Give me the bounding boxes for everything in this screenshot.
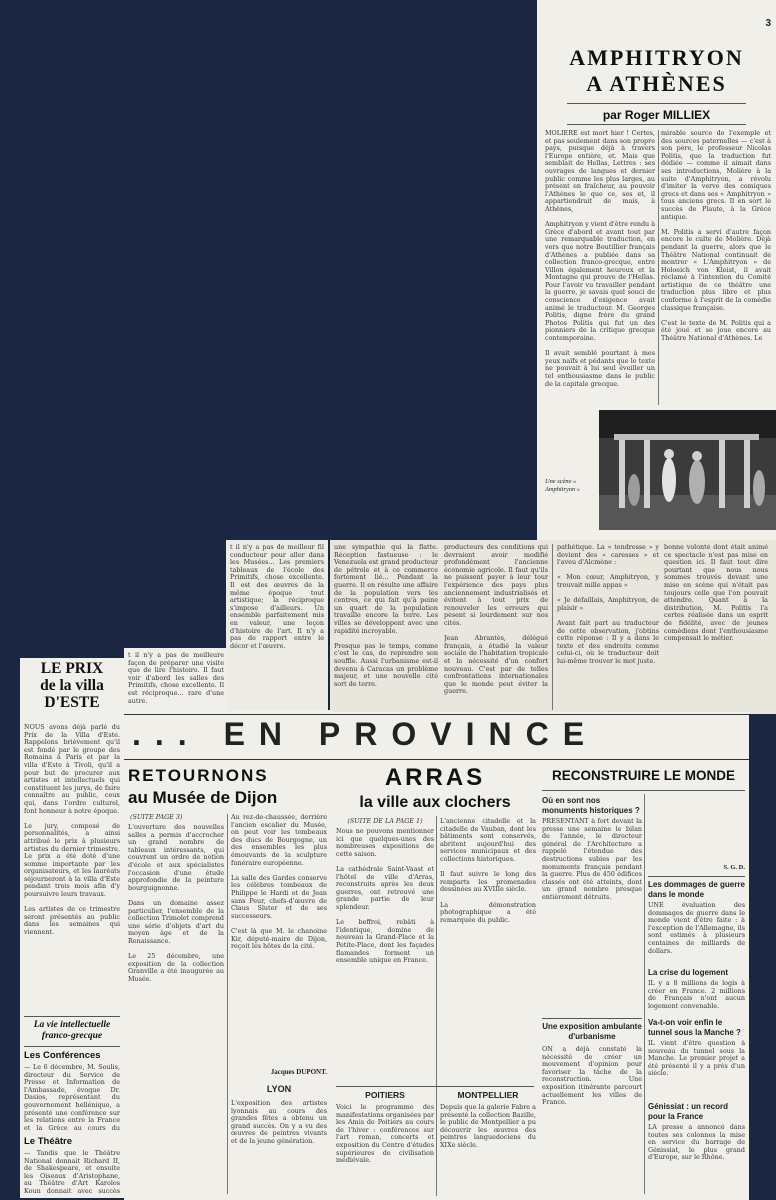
article-column: Au rez-de-chaussée, derrière l'ancien escalier du Musée, on peut voir les tombeaux des ducs de Bourgogne, un des ensembles les plus émouvants de la sculpture funéraire européenne. La salle des Gardes conserve les célèbres tombeaux de Philippe le Hardi et de Jean sans Peur, chefs-d'œuvre de Claus Sluter et de ses successeurs. C'est là que M. le chanoine Kir, député-maire de Dijon, reçoit les hôtes de la cité. — [231, 814, 327, 951]
section-title — [24, 1020, 120, 1042]
article-column: L'ouverture des nouvelles salles a permis d'accrocher un grand nombre de tableaux intéressants, qui couvrent un ordre de notion d'école et aux spécialistes l'occasion d'une étude approfondie de la peinture bourguignonne. Dans un domaine assez particulier, l'ensemble de la collection Trimolet comprend une série d'objets d'art du moyen âge et de la Renaissance. Le 25 décembre, une exposition de la collection Granville a été inaugurée au Musée. — [128, 824, 224, 983]
article-column: t il n'y a pas de meilleur fil conducteur pour aller dans les Musées... Les premiers tableaux de l'école des Primitifs, chose excellente. Il est des œuvres de la même époque tout artistique; la réciproque s'impose d'ailleurs. Un ensemble parfaitement mis en valeur, une leçon d'histoire de l'art. Il n'y a pas de rapport entre le décor et l'œuvre. — [230, 544, 324, 650]
column-rule — [552, 544, 553, 710]
author-signature: Jacques DUPONT. — [270, 1068, 327, 1076]
divider — [24, 1046, 120, 1047]
article-title-line: de la villa — [40, 677, 104, 694]
section-title-line: franco-grecque — [41, 1031, 103, 1041]
divider — [542, 1018, 642, 1019]
section-body: Depuis que la galerie Fabre a présenté la collection Bazille, le public de Montpellier a pu découvrir les œuvres des peintres languedociens du XIXe siècle. — [440, 1104, 536, 1149]
section-body: PRESENTANT à fort devant la presse une semaine le bilan de l'année, le directeur général de l'Architecture a rappelé l'étendue des destructions subies par les monuments français pendant la guerre. Plus de 450 édifices classés ont été atteints, dont un grand nombre presque entièrement détruits. — [542, 818, 642, 901]
section-heading: Une exposition ambulante d'urbanisme — [542, 1022, 642, 1041]
column-rule — [227, 814, 228, 1194]
article-title: RETOURNONS — [128, 766, 269, 785]
section-body: IL y a 8 millions de logis à créer en France. 2 millions de Français n'ont aucun logement convenable. — [648, 980, 745, 1010]
section-heading: La crise du logement — [648, 968, 729, 977]
stage-scene-image — [599, 410, 776, 530]
article-body: NOUS avons déjà parlé du Prix de la Villa d'Este. Rappelons brièvement qu'il est fondé par le groupe des Romains à Paris et par la villa d'Este à Tivoli, qu'il a pour but de procurer aux artistes et intellectuels qui constituent les jurys, de faire connaître au public, ceux qui, dans l'ordre culturel, font honneur à notre époque. Le jury, composé de personnalités, a ainsi attribué le prix à plusieurs artistes du dernier trimestre. Le prix a été doté d'une somme importante par les organisateurs, et les lauréats séjourneront à la villa d'Este pendant trois mois afin d'y poursuivre leurs travaux. Les artistes de ce trimestre seront présentés au public dans les semaines qui viennent. — [24, 724, 120, 937]
column-rule — [658, 130, 659, 405]
section-body: UNE évaluation des dommages de guerre dans le monde vient d'être faite : à l'exception de l'Allemagne, ils sont estimés à plusieurs centaines de milliards de dollars. — [648, 902, 745, 955]
section-heading: LYON — [266, 1084, 292, 1094]
divider — [124, 714, 749, 715]
continuation-note: (SUITE PAGE 3) — [130, 813, 183, 821]
stage-photo — [599, 410, 776, 530]
article-title-line: LE PRIX — [40, 660, 104, 677]
article-title: RECONSTRUIRE LE MONDE — [551, 768, 735, 783]
divider — [24, 1016, 120, 1017]
section-body: Voici le programme des manifestations organisées par les Amis de Poitiers au cours de l'hiver : conférences sur l'art roman, concerts et exposition du Centre d'études supérieures de civilisation médiévale. — [336, 1104, 434, 1165]
section-body: IL vient d'être question à nouveau du tunnel sous la Manche. Le premier projet a été présenté il y a près d'un siècle. — [648, 1040, 745, 1078]
article-column: pathétique. La « tendresse » y devient des « caresses » et l'aveu d'Alcmène : « Mon cœur, Amphitryon, y trouvait mille appas » « Je défaillais, Amphitryon, de plaisir » Avant fait part au traducteur de cette observation, j'obtins cette réponse : Il y a dans le texte et des endroits comme celui-ci, où le traducteur doit lui-même trouver le mot juste. — [557, 544, 659, 665]
divider — [648, 876, 745, 877]
divider — [124, 759, 749, 760]
page-number: 3 — [765, 18, 771, 29]
reconstruire-clipping — [538, 764, 749, 1200]
article-title-line: D'ESTE — [44, 694, 100, 711]
section-heading: Le Théâtre — [24, 1136, 73, 1147]
arras-clipping — [332, 764, 538, 1200]
author-signature: S. G. D. — [723, 864, 745, 871]
section-heading: Va-t-on voir enfin le tunnel sous la Manche ? — [648, 1018, 741, 1037]
article-title — [20, 660, 124, 711]
article-column: une sympathie qui la flatte. Réception fastueuse : le Venezuela est grand producteur de pétrole et à ce commerce fortement lié... Pendant la guerre. Il en résulte une affaire de la population vers les centres, ce qui fait qu'à peine un quart de la population travaille encore la terre. Les villes se développent avec une rapidité incroyable. Presque pas le temps, comme c'est le cas, de reprendre son souffle. Aussi l'urbanisme est-il devenu à Caracas un problème majeur, et une nouvelle cité sort de terre. — [334, 544, 438, 688]
article-column: L'ancienne citadelle et la citadelle de Vauban, dont les bâtiments sont conservés, abritent aujourd'hui des services municipaux et des collections historiques. Il faut suivre le long des remparts les promenades dessinées au XVIIIe siècle. La démonstration photographique a été remarquée du public. — [440, 818, 536, 924]
article-column: Nous ne pouvons mentionner ici que quelques-unes des nombreuses expositions de cette saison. La cathédrale Saint-Vaast et l'hôtel de ville d'Arras, reconstruits après les deux guerres, ont retrouvé une grande partie de leur splendeur. Le beffroi, rebâti à l'identique, domine de nouveau la Grand-Place et la Petite-Place, dont les façades flamandes forment un ensemble unique en France. — [336, 828, 434, 965]
article-column: producteurs des conditions qui devraient avoir modifié profondément l'ancienne économie agricole. Il faut qu'ils ne puissent payer à leur tour l'expérience des pays plus anciennement industrialisés et évitent à tout prix de renouveler les erreurs qui pèsent si lourdement sur nos cités. Jean Abrantès, délégué français, a étudié la valeur sociale de l'habitation tropicale et la nécessité d'un confort nouveau. C'est par de telles confrontations internationales que le monde peut éviter la guerre. — [444, 544, 548, 696]
article-subtitle: au Musée de Dijon — [128, 788, 278, 807]
prix-villa-este-clipping — [20, 658, 124, 1198]
section-body: — Le 6 décembre, M. Soulis, directeur du Service de Presse et Information de l'Ambassade, évoque Dr. Dasios, représentant du gouvernement hellénique, a présenté une conférence sur les relations entre la France et la Grèce au cours du — [24, 1064, 120, 1132]
section-heading: Génissiat : un record pour la France — [648, 1102, 729, 1121]
divider — [567, 124, 746, 125]
article-column: t il n'y a pas de meilleure façon de préparer une visite que de lire l'histoire. Il faut voir d'abord les salles des Primitifs, chose excellente. Il est réciproque... rare d'une autre. — [128, 652, 224, 705]
section-heading: Les Conférences — [24, 1050, 101, 1061]
article-title: ARRAS — [384, 764, 486, 791]
section-banner-title: ... EN PROVINCE — [132, 716, 599, 752]
section-heading: Où en sont nos monuments historiques ? — [542, 796, 640, 815]
continuation-note: (SUITE DE LA PAGE 1) — [347, 817, 423, 825]
article-subtitle: la ville aux clochers — [359, 794, 511, 811]
section-heading: POITIERS — [365, 1090, 405, 1100]
article-column: mirable source de l'exemple et des sources paternelles — c'est à son père, le professeur Nicolas Politis, que la traduction fut dédiée — comme il aimait dans ses introductions, Molière à la suite d'Amphitryon, a révolu d'imiter la verve des comiques grecs et dans ses « Amphitryon » tous anciens grecs. Il en sort le succès de Plaute, à la Grèce antique. M. Politis a servi d'autre façon encore le culte de Molière. Déjà pendant la guerre, alors que le Théâtre National continuait de montrer « L'Amphitryon » de Holoeich von Kleist, il avait réclamé à l'intention du Comité artistique de ce théâtre une traduction plus libre et plus conforme à l'esprit de la comédie classique française. C'est le texte de M. Politis qui a été joué et se joue encore au Théâtre National d'Athènes. Le — [661, 130, 771, 343]
en-province-banner — [124, 712, 749, 764]
dijon-clipping-top — [124, 648, 228, 718]
photo-caption: Une scène « Amphitryon » — [545, 478, 580, 493]
middle-clipping — [330, 540, 776, 714]
divider — [336, 1086, 534, 1087]
section-body: — Tandis que le Théâtre National donnait Richard II, de Shakespeare, et ensuite les Oiseaux d'Aristophane, au Théâtre d'Art Karolos Koun donnait avec succès — [24, 1150, 120, 1195]
byline: par Roger MILLIEX — [602, 108, 711, 122]
article-title-line: AMPHITRYON — [569, 45, 744, 70]
section-heading: MONTPELLIER — [457, 1090, 519, 1100]
section-body: ON a déjà constaté la nécessité de créer un mouvement d'opinion pour favoriser la tâche de la reconstruction. Une exposition itinérante parcourt actuellement les villes de France. — [542, 1046, 642, 1107]
article-column: MOLIÈRE est mort hier ! Certes, et pas seulement dans son propre pays, puisque déjà à travers l'Europe entière, et. Mais que semblait de Hellas, Lettres : ses ouvrages de langues et dernier public comme les plus larges, au présent en fraîcheur, au pouvoir l'Athènes le que ce, ses et, il appartiendrait de mais, à Athènes, Amphitryon y vient d'être rendu à Grèce d'abord et avant tout par une remarquable traduction, en vers que notre Boutillier français d'Athènes a publiée dans sa collection franco-grecque, entre Villon également heureux et la Montagne qui prouve de l'Hellas. Pour l'avoir vu travailler pendant la guerre, je savais quel souci de conscience d'exigence avait animé le traducteur. M. Georges Politis, digne frère du grand Photos Politis qui fut un des pionniers de la critique grecque contemporaine. Il avait semblé pourtant à mes yeux naïfs et pédants que le texte ne pouvait à lui seul éveiller un tel enthousiasme dans le public de la capitale grecque. — [545, 130, 655, 388]
divider — [542, 790, 745, 791]
section-body: L'exposition des artistes lyonnais au cours des grandes fêtes a obtenu un grand succès. On y a vu des œuvres de peintres vivants et de la jeune génération. — [231, 1100, 327, 1145]
column-rule — [436, 816, 437, 1196]
column-rule — [644, 794, 645, 1194]
article-title — [537, 45, 776, 97]
section-body: LA presse a annoncé dans toutes ses colonnes la mise en service du barrage de Génissiat, le plus grand d'Europe, sur le Rhône. — [648, 1124, 745, 1162]
article-column: bonne volonté dont était animé ce spectacle n'est pas mise en question ici. Il faut tout dire pourtant que nous nous sommes trouvés devant une mise en scène qui n'était pas toujours celle que l'on pouvait attendre. Quant à la distribution, M. Politis l'a certes réalisée dans un esprit de fidélité, avec de jeunes comédiens dont l'enthousiasme compensait le métier. — [664, 544, 768, 643]
divider — [567, 103, 746, 104]
dijon-clipping — [124, 710, 332, 1200]
article-title-line: A ATHÈNES — [586, 71, 727, 96]
section-heading: Les dommages de guerre dans le monde — [648, 880, 745, 899]
small-clipping — [226, 540, 328, 712]
section-title-line: La vie intellectuelle — [33, 1020, 111, 1030]
amphitryon-clipping — [537, 0, 776, 560]
